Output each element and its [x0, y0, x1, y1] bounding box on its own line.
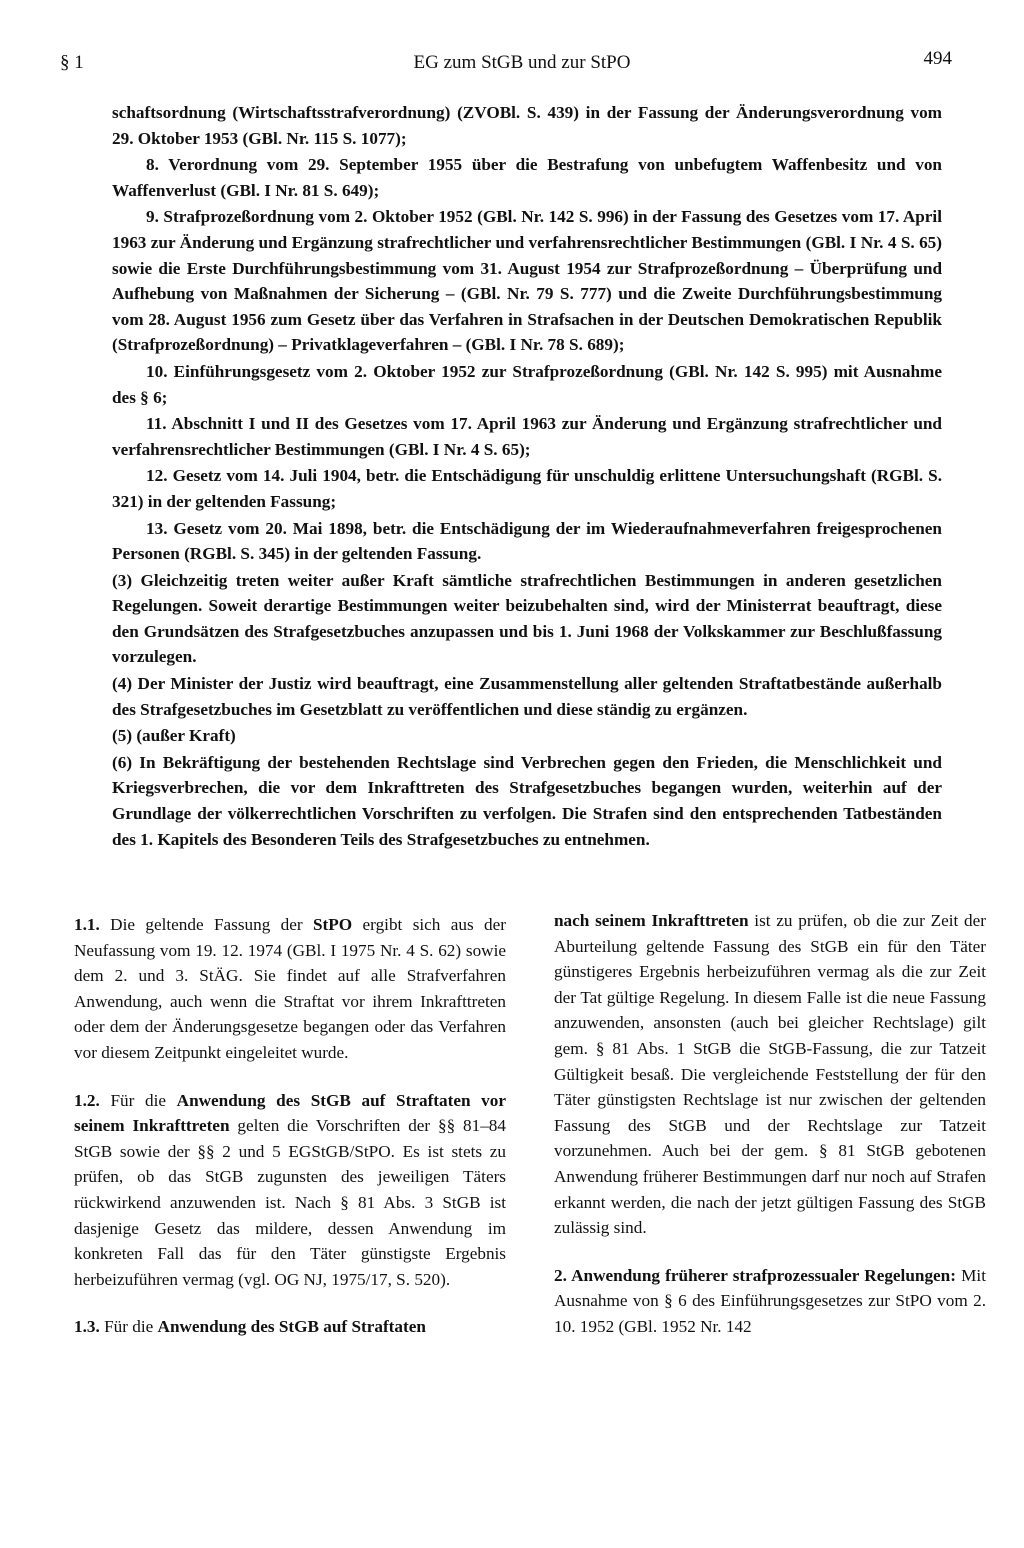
- statute-paragraph: 12. Gesetz vom 14. Juli 1904, betr. die Entschädigung für unschuldig erlittene Untersuchungshaft (RGBl. S. 321) in der geltenden Fassung;: [112, 466, 942, 511]
- section-marker: § 1: [60, 52, 84, 73]
- statute-paragraph: 9. Strafprozeßordnung vom 2. Oktober 1952 (GBl. Nr. 142 S. 996) in der Fassung des Gesetzes vom 17. April 1963 zur Änderung und Ergänzung strafrechtlicher und verfahrensrechtlicher Bestimmungen (GBl. I Nr. 4 S. 65) sowie die Erste Durchführungsbestimmung vom 31. August 1954 zur Strafprozeßordnung – Überprüfung und Aufhebung von Maßnahmen der Sicherung – (GBl. Nr. 79 S. 777) und die Zweite Durchführungsbestimmung vom 28. August 1956 zum Gesetz über das Verfahren in Strafsachen in der Deutschen Demokratischen Republik (Strafprozeßordnung) – Privatklageverfahren – (GBl. I Nr. 78 S. 689);: [112, 207, 942, 355]
- commentary-right-column: [554, 908, 986, 1362]
- text-span: ergibt sich aus der Neufassung vom 19. 12. 1974 (GBl. I 1975 Nr. 4 S. 62) sowie dem 2. und 3. StÄG. Sie findet auf alle Strafverfahren Anwendung, auch wenn die Straftat vor ihrem Inkrafttreten oder dem der Änderungsgesetze begangen oder das Verfahren vor diesem Zeitpunkt eingeleitet wurde.: [74, 915, 506, 1062]
- text-span: Mit Ausnahme von § 6 des Einführungsgesetzes zur StPO vom 2. 10. 1952 (GBl. 1952 Nr. 142: [554, 1265, 986, 1336]
- commentary-paragraph: [74, 1314, 506, 1340]
- note-number: 1.3.: [74, 1317, 100, 1337]
- statute-paragraph: 13. Gesetz vom 20. Mai 1898, betr. die Entschädigung der im Wiederaufnahmeverfahren freigesprochenen Personen (RGBl. S. 345) in der geltenden Fassung.: [112, 518, 942, 564]
- running-title: EG zum StGB und zur StPO: [413, 52, 631, 73]
- bold-term: Anwendung des StGB auf Straftaten: [157, 1317, 426, 1337]
- statute-paragraph: 8. Verordnung vom 29. September 1955 über die Bestrafung von unbefugtem Waffenbesitz und von Waffenverlust (GBl. I Nr. 81 S. 649);: [112, 155, 942, 200]
- statute-paragraph: schaftsordnung (Wirtschaftsstrafverordnung) (ZVOBl. S. 439) in der Fassung der Änderungsverordnung vom 29. Oktober 1953 (GBl. Nr. 115 S. 1077);: [112, 103, 942, 148]
- bold-term: Anwendung des StGB auf Straftaten vor seinem Inkrafttreten: [74, 1090, 507, 1136]
- commentary-paragraph: [74, 912, 506, 1066]
- text-span: gelten die Vorschriften der §§ 81–84 StGB sowie der §§ 2 und 5 EGStGB/StPO. Es ist stets zu prüfen, ob das StGB zugunsten des jeweiligen Täters rückwirkend anzuwenden ist. Nach § 81 Abs. 3 StGB ist dasjenige Gesetz das mildere, dessen Anwendung im konkreten Fall das für den Täter günstigste Ergebnis herbeizuführen vermag (vgl. OG NJ, 1975/17, S. 520).: [74, 1116, 506, 1289]
- bold-term: nach seinem Inkrafttreten: [554, 911, 749, 930]
- text-span: ist zu prüfen, ob die zur Zeit der Aburteilung geltende Fassung des StGB ein für den Täter günstigeres Ergebnis herbeizuführen vermag als die zur Zeit der Tat gültige Regelung. In diesem Falle ist die neue Fassung anzuwenden, ansonsten (auch bei gleicher Rechtslage) gilt gem. § 81 Abs. 1 StGB die StGB-Fassung, die zur Tatzeit Gültigkeit besaß. Die vergleichende Feststellung der für den Täter günstigsten Rechtslage ist nur zwischen der geltenden Fassung des StGB und der Rechtslage zur Tatzeit vorzunehmen. Auch bei der gem. § 81 StGB gebotenen Anwendung früherer Bestimmungen darf nur noch auf Strafen erkannt werden, die nach der jetzt gültigen Fassung des StGB zulässig sind.: [554, 911, 987, 1238]
- note-number: 1.1.: [74, 915, 100, 934]
- statute-paragraph: 11. Abschnitt I und II des Gesetzes vom 17. April 1963 zur Änderung und Ergänzung strafrechtlicher und verfahrensrechtlicher Bestimmungen (GBl. I Nr. 4 S. 65);: [112, 414, 942, 459]
- commentary-paragraph: [74, 1088, 506, 1293]
- statute-paragraph: (3) Gleichzeitig treten weiter außer Kraft sämtliche strafrechtlichen Bestimmungen in anderen gesetzlichen Regelungen. Soweit derartige Bestimmungen weiter beizubehalten sind, wird der Ministerrat beauftragt, diese den Grundsätzen des Strafgesetzbuches anzupassen und bis 1. Juni 1968 der Volkskammer zur Beschlußfassung vorzulegen.: [112, 570, 942, 667]
- statute-paragraph: 10. Einführungsgesetz vom 2. Oktober 1952 zur Strafprozeßordnung (GBl. Nr. 142 S. 995) mit Ausnahme des § 6;: [112, 361, 942, 407]
- commentary-paragraph: [554, 1263, 986, 1340]
- statute-paragraph: (6) In Bekräftigung der bestehenden Rechtslage sind Verbrechen gegen den Frieden, die Menschlichkeit und Kriegsverbrechen, die vor dem Inkrafttreten des Strafgesetzbuches begangen wurden, weiterhin auf der Grundlage der völkerrechtlichen Vorschriften zu verfolgen. Die Strafen sind den entsprechenden Tatbeständen des 1. Kapitels des Besonderen Teils des Strafgesetzbuches zu entnehmen.: [112, 752, 942, 849]
- text-span: Die geltende Fassung der: [99, 915, 313, 934]
- text-span: Für die: [99, 1317, 158, 1337]
- commentary-left-column: [74, 912, 506, 1362]
- note-number: 1.2.: [74, 1090, 100, 1110]
- text-span: Für die: [99, 1090, 177, 1110]
- page-header: [60, 48, 984, 78]
- commentary-paragraph: [554, 908, 986, 1241]
- statute-paragraph: (4) Der Minister der Justiz wird beauftragt, eine Zusammenstellung aller geltenden Straftatbestände außerhalb des Strafgesetzbuches im Gesetzblatt zu veröffentlichen und diese ständig zu ergänzen.: [112, 674, 942, 719]
- bold-term: 2. Anwendung früherer strafprozessualer Regelungen:: [554, 1265, 956, 1285]
- statute-text: [112, 100, 942, 853]
- statute-paragraph: (5) (außer Kraft): [112, 726, 236, 746]
- page-number: 494: [923, 48, 952, 69]
- bold-term: StPO: [313, 915, 353, 934]
